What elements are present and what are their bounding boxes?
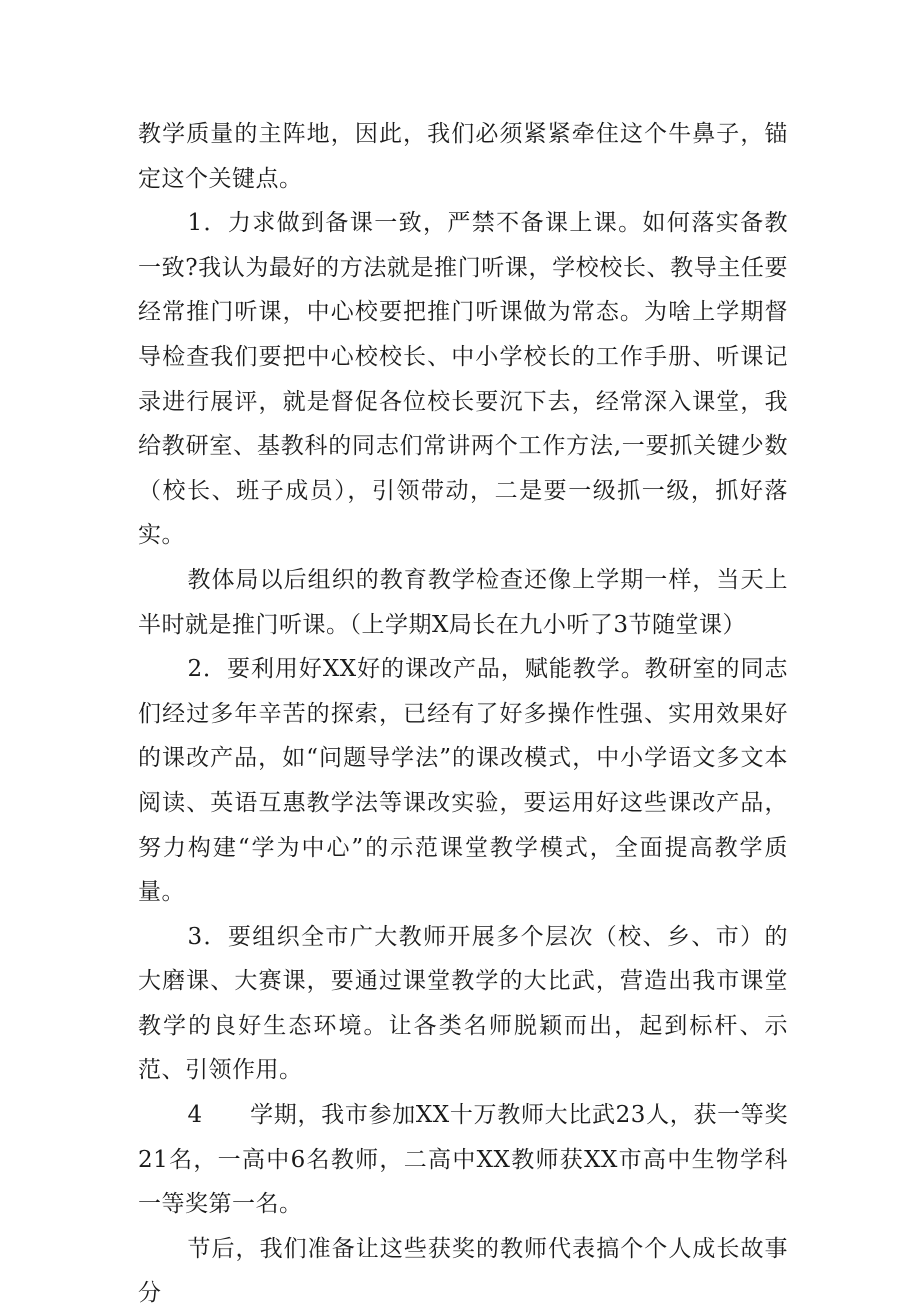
paragraph-item-1: 1．力求做到备课一致，严禁不备课上课。如何落实备教一致?我认为最好的方法就是推门听课，学校校长、教导主任要经常推门听课，中心校要把推门听课做为常态。为啥上学期督导检查我们要把中心校校长、中小学校长的工作手册、听课记录进行展评，就是督促各位校长要沉下去，经常深入课堂，我给教研室、基教科的同志们常讲两个工作方法,一要抓关键少数（校长、班子成员），引领带动，二是要一级抓一级，抓好落实。 bbox=[138, 210, 788, 549]
paragraph-item-3: 3．要组织全市广大教师开展多个层次（校、乡、市）的大磨课、大赛课，要通过课堂教学的大比武，营造出我市课堂教学的良好生态环境。让各类名师脱颖而出，起到标杆、示范、引领作用。 bbox=[138, 923, 788, 1084]
paragraph-closing: 节后，我们准备让这些获奖的教师代表搞个个人成长故事分 bbox=[138, 1235, 788, 1307]
paragraph-item-4: 4 学期，我市参加XX十万教师大比武23人，获一等奖21名，一高中6名教师，二高中XX教师获XX市高中生物学科一等奖第一名。 bbox=[138, 1102, 788, 1218]
paragraph-item-2: 2．要利用好XX好的课改产品，赋能教学。教研室的同志们经过多年辛苦的探索，已经有了好多操作性强、实用效果好的课改产品，如“问题导学法”的课改模式，中小学语文多文本阅读、英语互惠教学法等课改实验，要运用好这些课改产品，努力构建“学为中心”的示范课堂教学模式，全面提高教学质量。 bbox=[138, 656, 788, 906]
paragraph-inspection-note: 教体局以后组织的教育教学检查还像上学期一样，当天上半时就是推门听课。（上学期X局长在九小听了3节随堂课） bbox=[138, 566, 788, 638]
document-body bbox=[138, 112, 788, 1316]
paragraph-continuation: 教学质量的主阵地，因此，我们必须紧紧牵住这个牛鼻子，锚定这个关键点。 bbox=[138, 121, 788, 192]
